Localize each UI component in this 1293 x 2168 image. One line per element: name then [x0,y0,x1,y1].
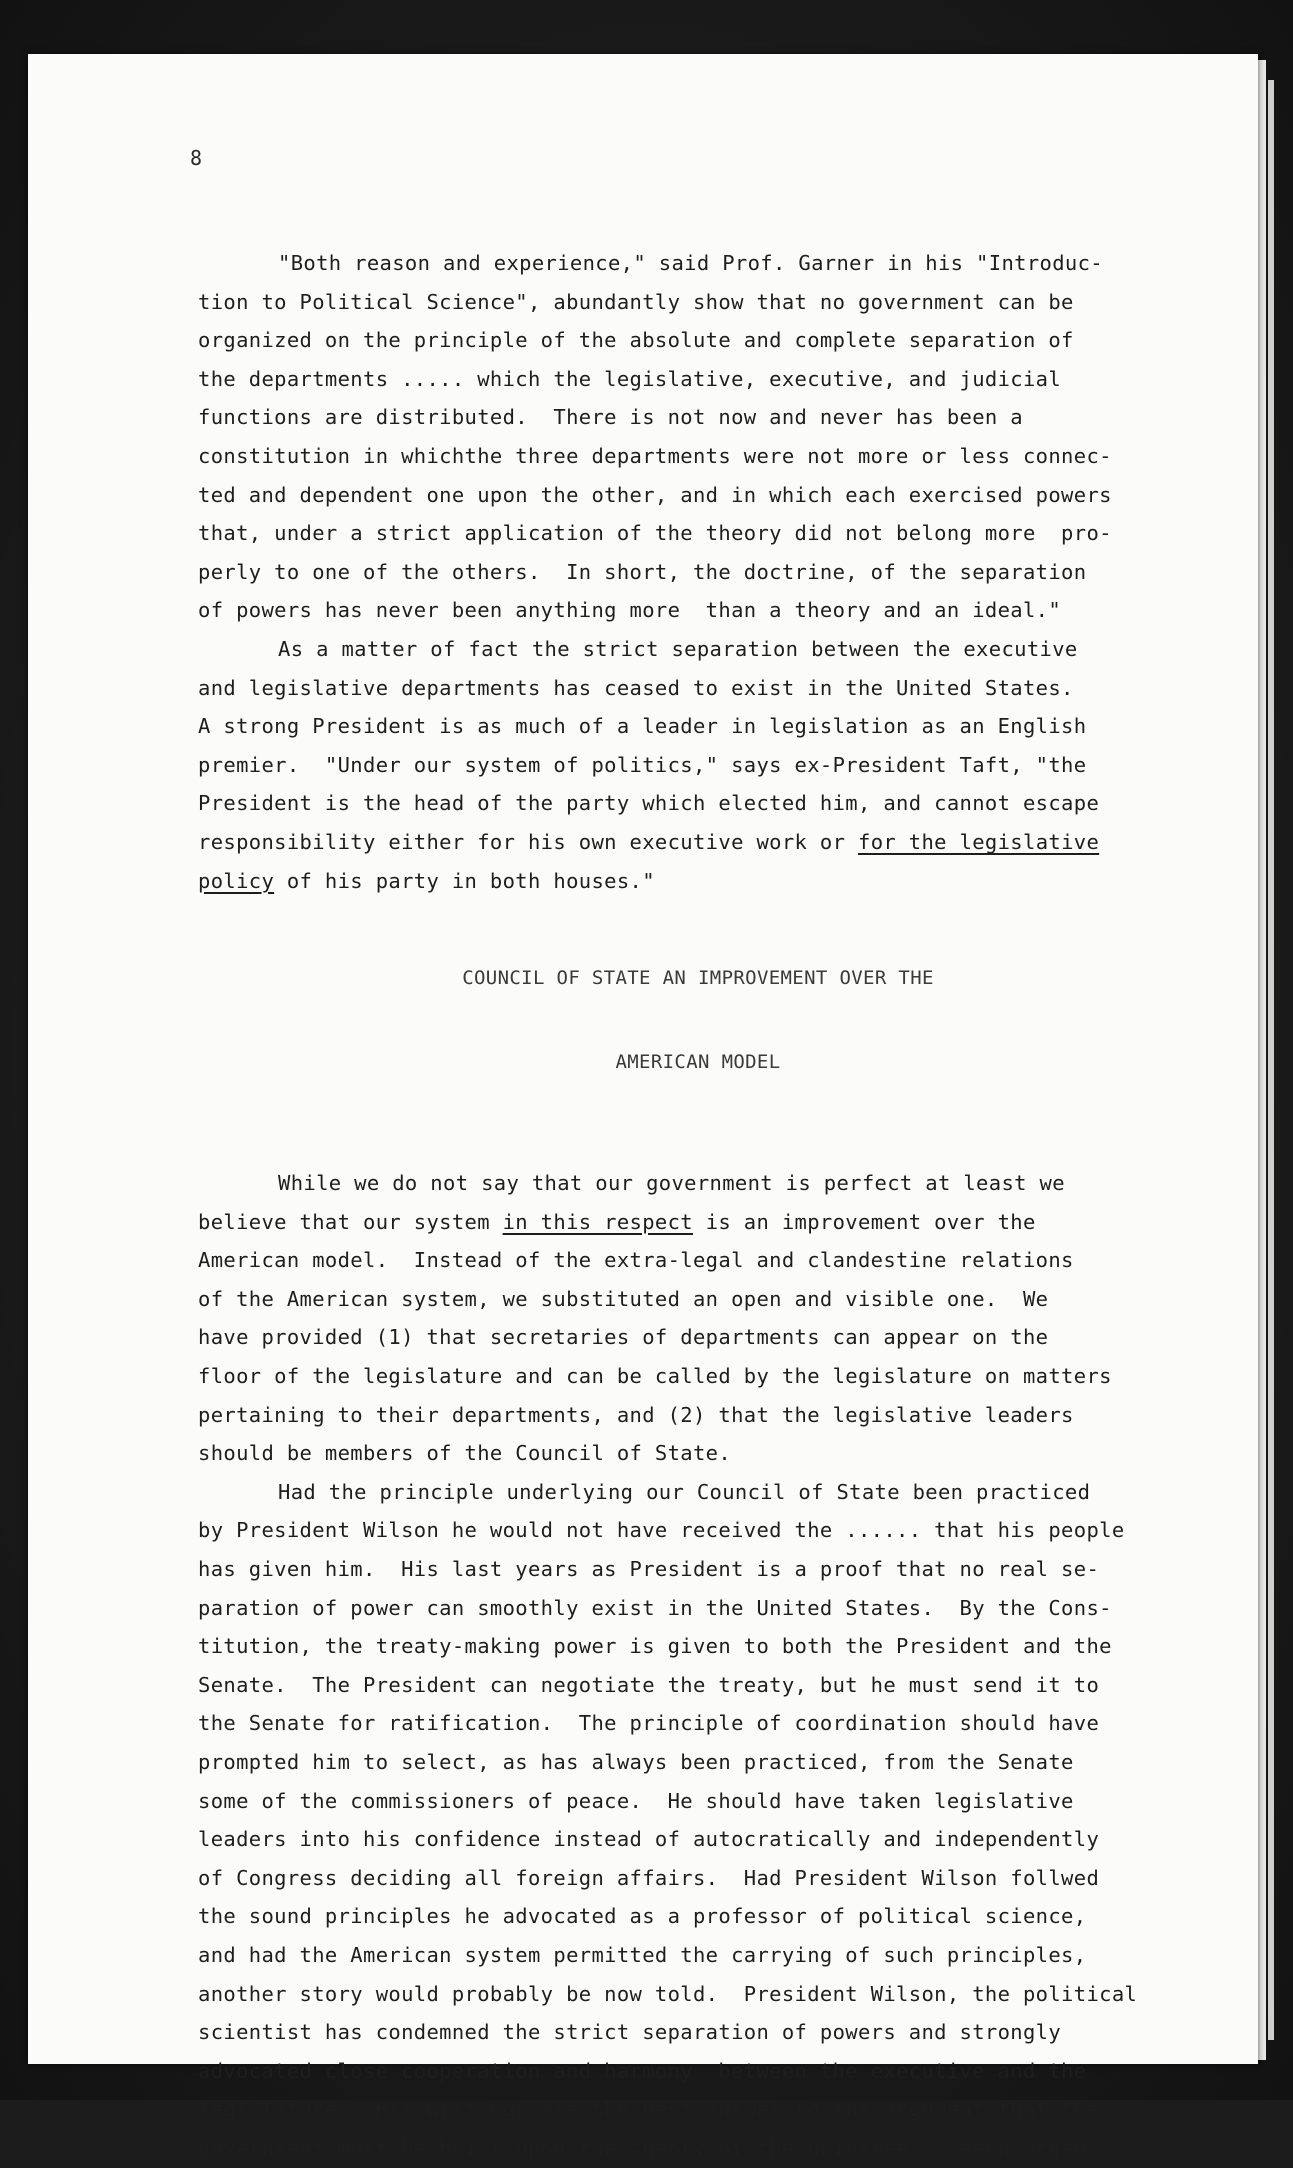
paragraph-wilson [198,1473,1198,2168]
text-line: constitution in whichthe three departments were not more or less connec- [198,443,1112,468]
text-line: the Senate for ratification. The principle of coordination should have [198,1711,1100,1736]
text-line: the sound principles he advocated as a professor of political science, [198,1904,1087,1929]
text-line: another story would probably be now told. President Wilson, the political [198,1981,1138,2006]
text-line: "Both reason and experience," said Prof. Garner in his "Introduc- [278,251,1103,275]
text-segment: is an improvement over the [693,1209,1036,1234]
text-line: organized on the principle of the absolute and complete separation of [198,328,1074,353]
text-line: and had the American system permitted the carrying of such principles, [198,1942,1087,1967]
text-line [198,823,1198,862]
heading-line-1: COUNCIL OF STATE AN IMPROVEMENT OVER THE [462,967,934,990]
text-line: and legislative departments has ceased to exist in the United States. [198,675,1074,700]
underlined-text: policy [198,868,275,893]
text-line: tion to Political Science", abundantly show that no government can be [198,289,1074,314]
text-line: floor of the legislature and can be called by the legislature on matters [198,1364,1112,1389]
section-heading [198,908,1198,1132]
text-line: titution, the treaty-making power is given to both the President and the [198,1634,1112,1659]
text-line: ted and dependent one upon the other, and in which each exercised powers [198,482,1112,507]
paragraph-garner-quote [198,244,1198,630]
document-page [28,54,1258,2160]
text-line: should be members of the Council of State. [198,1441,732,1466]
text-line: A strong President is as much of a leader in legislation as an English [198,714,1087,739]
text-line: American model. Instead of the extra-legal and clandestine relations [198,1248,1074,1273]
text-line: advocated close cooperation and harmony between the executive and the [198,2058,1087,2083]
text-line: While we do not say that our government is perfect at least we [278,1171,1065,1196]
text-line: paration of power can smoothly exist in the United States. By the Cons- [198,1595,1112,1620]
text-line: perly to one of the others. In short, the doctrine, of the separation [198,559,1087,584]
underlined-text: for the legislative [858,829,1100,854]
text-line: Had the principle underlying our Council of State been practiced [278,1479,1091,1504]
paragraph-separation-ceased [198,630,1198,900]
text-line: legislature. His writings are the best answer to the argument that the [198,2097,1100,2122]
text-line: scientist has condemned the strict separation of powers and strongly [198,2020,1062,2045]
text-line: that, under a strict application of the theory did not belong more pro- [198,521,1112,546]
text-line: has given him. His last years as President is a proof that no real se- [198,1557,1100,1582]
document-body [198,244,1198,2168]
text-line [198,1203,1198,1242]
text-line: premier. "Under our system of politics," says ex-President Taft, "the [198,752,1087,777]
text-line: pertaining to their departments, and (2) that the legislative leaders [198,1402,1074,1427]
heading-line-2: AMERICAN MODEL [615,1051,781,1074]
text-line: by President Wilson he would not have received the ...... that his people [198,1518,1125,1543]
text-line: have provided (1) that secretaries of departments can appear on the [198,1325,1049,1350]
text-line: of Congress deciding all foreign affairs. Had President Wilson follwed [198,1865,1100,1890]
text-line: As a matter of fact the strict separation between the executive [278,636,1078,661]
text-line: of powers has never been anything more than a theory and an ideal." [198,598,1062,623]
text-line: government must be built upon the theory of the universe -- each organ [198,2135,1087,2160]
text-segment: responsibility either for his own executive work or [198,829,858,854]
page-edge-shadow [1268,80,1274,2040]
text-line: prompted him to select, as has always been practiced, from the Senate [198,1750,1074,1774]
text-line: some of the commissioners of peace. He should have taken legislative [198,1788,1074,1813]
text-line: the departments ..... which the legislative, executive, and judicial [198,366,1062,391]
text-line: of the American system, we substituted an open and visible one. We [198,1286,1049,1311]
underlined-text: in this respect [502,1209,693,1234]
text-line: President is the head of the party which elected him, and cannot escape [198,791,1100,816]
paragraph-improvement [198,1164,1198,1473]
text-segment: of his party in both houses." [274,868,655,893]
text-line: leaders into his confidence instead of autocratically and independently [198,1827,1100,1852]
text-segment: believe that our system [198,1209,503,1234]
text-line: functions are distributed. There is not now and never has been a [198,405,1023,430]
page-number: 8 [190,146,203,170]
text-line [198,862,1198,901]
text-line: Senate. The President can negotiate the treaty, but he must send it to [198,1672,1100,1697]
